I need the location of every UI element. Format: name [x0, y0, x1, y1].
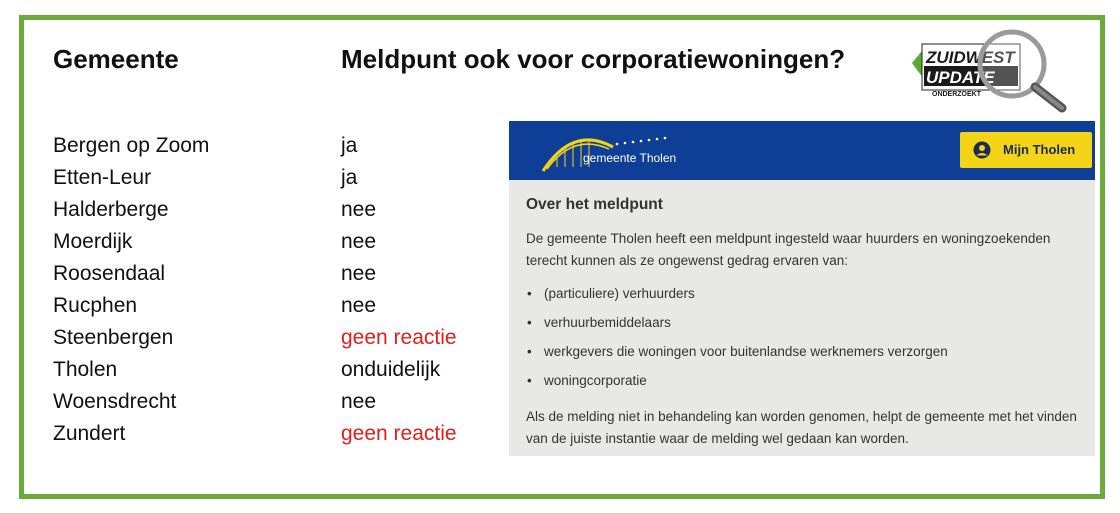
- user-icon: [973, 141, 991, 159]
- magnifier-icon: [980, 32, 1062, 108]
- gemeente-cell: Zundert: [53, 422, 126, 445]
- gemeente-cell: Halderberge: [53, 198, 169, 221]
- gemeente-cell: Woensdrecht: [53, 390, 177, 413]
- column-header-question: Meldpunt ook voor corporatiewoningen?: [341, 44, 846, 74]
- answer-cell-highlight: geen reactie: [341, 422, 457, 445]
- gemeente-cell: Moerdijk: [53, 230, 133, 253]
- list-item: • (particuliere) verhuurders: [526, 283, 1081, 312]
- gemeente-cell: Rucphen: [53, 294, 138, 317]
- answer-cell-highlight: geen reactie: [341, 326, 457, 349]
- answer-cell: ja: [341, 134, 358, 157]
- answer-list: [341, 131, 457, 451]
- list-item: • werkgevers die woningen voor buitenlandse werknemers verzorgen: [526, 341, 1081, 370]
- gemeente-cell: Etten-Leur: [53, 166, 152, 189]
- brand-name: gemeente Tholen: [583, 151, 677, 165]
- logo-graphic: [912, 26, 1117, 118]
- outro-paragraph: Als de melding niet in behandeling kan worden genomen, helpt de gemeente met het vinden van de juiste instantie waar de melding wel gedaan kan worden.: [526, 409, 1077, 446]
- logo-line3: ONDERZOEKT: [932, 91, 981, 98]
- logo-line2: UPDATE: [926, 68, 995, 87]
- answer-cell: ja: [341, 166, 358, 189]
- website-header: [509, 121, 1095, 180]
- answer-cell: nee: [341, 230, 377, 253]
- answer-cell: onduidelijk: [341, 358, 441, 381]
- column-header-gemeente: Gemeente: [53, 44, 179, 74]
- gemeente-list: [53, 131, 209, 451]
- mijn-tholen-button[interactable]: [960, 132, 1092, 168]
- tholen-website-panel: [509, 121, 1095, 456]
- logo-line1: ZUIDWEST: [926, 48, 1015, 67]
- section-title: Over het meldpunt: [526, 196, 663, 213]
- bullet-list: [526, 283, 1081, 399]
- answer-cell: nee: [341, 390, 377, 413]
- gemeente-cell: Bergen op Zoom: [53, 134, 210, 157]
- gemeente-cell: Steenbergen: [53, 326, 174, 349]
- gemeente-cell: Roosendaal: [53, 262, 166, 285]
- list-item: • woningcorporatie: [526, 370, 1081, 399]
- website-content: [526, 196, 1081, 450]
- intro-paragraph: De gemeente Tholen heeft een meldpunt ingesteld waar huurders en woningzoekenden terecht kunnen als ze ongewenst gedrag ervaren van:: [526, 231, 1051, 268]
- zuidwest-update-logo: [912, 26, 1117, 118]
- answer-cell: nee: [341, 198, 377, 221]
- mijn-tholen-label: Mijn Tholen: [1003, 142, 1076, 157]
- gemeente-cell: Tholen: [53, 358, 118, 381]
- answer-cell: nee: [341, 294, 377, 317]
- list-item: • verhuurbemiddelaars: [526, 312, 1081, 341]
- answer-cell: nee: [341, 262, 377, 285]
